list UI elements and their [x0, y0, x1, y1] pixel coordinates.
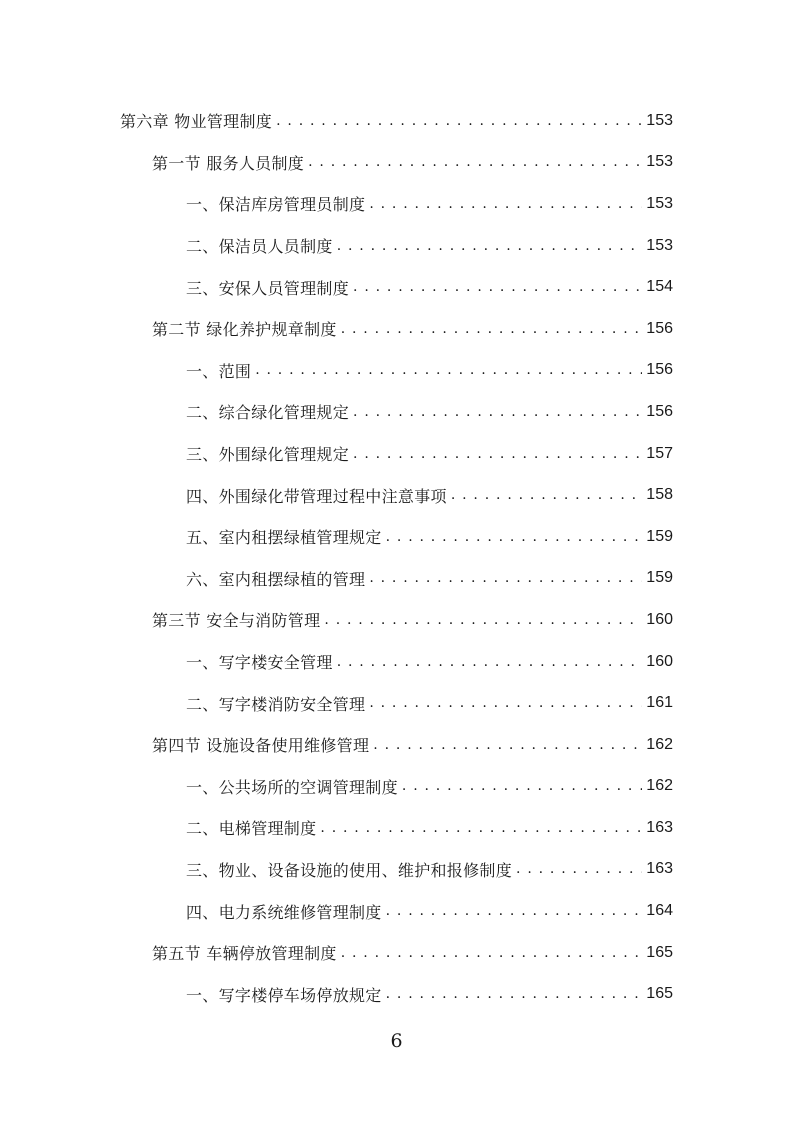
toc-section-entry[interactable]: [0, 308, 793, 350]
toc-entry-title: 第六章 物业管理制度: [120, 112, 273, 132]
toc-section-entry[interactable]: [0, 142, 793, 184]
toc-entry-line: [186, 650, 673, 673]
toc-entry-title: 一、公共场所的空调管理制度: [186, 777, 398, 797]
toc-entry-line: [186, 858, 673, 881]
toc-entry-title: 二、保洁员人员制度: [186, 237, 333, 257]
dot-leader: [255, 360, 642, 380]
toc-entry-title: 六、室内租摆绿植的管理: [186, 569, 366, 589]
toc-entry-line: [186, 442, 673, 465]
toc-entry-title: 第三节 安全与消防管理: [152, 611, 321, 631]
toc-entry-page: 156: [646, 361, 673, 379]
dot-leader: [324, 610, 642, 630]
toc-entry-title: 五、室内租摆绿植管理规定: [186, 528, 382, 548]
dot-leader: [386, 901, 643, 921]
toc-subsection-entry[interactable]: [0, 266, 793, 308]
toc-section-entry[interactable]: [0, 932, 793, 974]
dot-leader: [276, 111, 642, 131]
dot-leader: [353, 402, 642, 422]
toc-entry-line: [152, 941, 673, 964]
toc-subsection-entry[interactable]: [0, 474, 793, 516]
dot-leader: [341, 943, 643, 963]
toc-entry-page: 163: [646, 860, 673, 878]
toc-entry-title: 四、电力系统维修管理制度: [186, 902, 382, 922]
dot-leader: [369, 194, 642, 214]
toc-entry-title: 二、电梯管理制度: [186, 819, 317, 839]
toc-entry-line: [152, 317, 673, 340]
toc-entry-page: 156: [646, 402, 673, 420]
toc-entry-title: 四、外围绿化带管理过程中注意事项: [186, 486, 447, 506]
toc-entry-page: 153: [646, 153, 673, 171]
toc-subsection-entry[interactable]: [0, 682, 793, 724]
toc-entry-line: [186, 276, 673, 299]
toc-entry-title: 三、物业、设备设施的使用、维护和报修制度: [186, 860, 513, 880]
toc-entry-title: 第四节 设施设备使用维修管理: [152, 736, 370, 756]
toc-entry-title: 第二节 绿化养护规章制度: [152, 320, 337, 340]
toc-subsection-entry[interactable]: [0, 973, 793, 1015]
dot-leader: [451, 485, 642, 505]
dot-leader: [369, 693, 642, 713]
table-of-contents: [0, 100, 793, 1015]
toc-entry-line: [186, 900, 673, 923]
toc-entry-page: 163: [646, 818, 673, 836]
toc-entry-line: [186, 400, 673, 423]
toc-entry-page: 162: [646, 735, 673, 753]
dot-leader: [308, 152, 642, 172]
toc-entry-page: 154: [646, 278, 673, 296]
toc-entry-title: 二、写字楼消防安全管理: [186, 694, 366, 714]
dot-leader: [341, 319, 643, 339]
toc-chapter-entry[interactable]: [0, 100, 793, 142]
toc-subsection-entry[interactable]: [0, 766, 793, 808]
toc-entry-title: 一、写字楼安全管理: [186, 653, 333, 673]
dot-leader: [353, 277, 642, 297]
toc-entry-page: 162: [646, 777, 673, 795]
toc-entry-page: 165: [646, 985, 673, 1003]
toc-subsection-entry[interactable]: [0, 558, 793, 600]
toc-entry-line: [186, 983, 673, 1006]
toc-entry-page: 161: [646, 694, 673, 712]
toc-entry-line: [186, 567, 673, 590]
toc-entry-page: 153: [646, 236, 673, 254]
toc-entry-line: [186, 816, 673, 839]
toc-entry-line: [152, 151, 673, 174]
dot-leader: [337, 236, 643, 256]
toc-entry-line: [152, 733, 673, 756]
toc-entry-title: 第五节 车辆停放管理制度: [152, 944, 337, 964]
toc-entry-page: 164: [646, 902, 673, 920]
dot-leader: [373, 735, 642, 755]
toc-entry-line: [186, 692, 673, 715]
toc-entry-line: [186, 192, 673, 215]
toc-entry-page: 159: [646, 569, 673, 587]
toc-entry-page: 156: [646, 319, 673, 337]
toc-subsection-entry[interactable]: [0, 849, 793, 891]
page-number: 6: [390, 1030, 403, 1052]
dot-leader: [386, 984, 643, 1004]
toc-subsection-entry[interactable]: [0, 225, 793, 267]
toc-entry-title: 三、安保人员管理制度: [186, 278, 350, 298]
toc-entry-line: [186, 234, 673, 257]
toc-subsection-entry[interactable]: [0, 350, 793, 392]
toc-section-entry[interactable]: [0, 599, 793, 641]
toc-subsection-entry[interactable]: [0, 807, 793, 849]
dot-leader: [402, 776, 642, 796]
toc-entry-title: 第一节 服务人员制度: [152, 153, 305, 173]
dot-leader: [369, 568, 642, 588]
toc-subsection-entry[interactable]: [0, 641, 793, 683]
toc-entry-line: [152, 608, 673, 631]
toc-entry-page: 158: [646, 486, 673, 504]
toc-entry-title: 一、范围: [186, 361, 252, 381]
toc-subsection-entry[interactable]: [0, 433, 793, 475]
toc-entry-page: 153: [646, 194, 673, 212]
toc-entry-line: [186, 525, 673, 548]
toc-entry-title: 一、保洁库房管理员制度: [186, 195, 366, 215]
toc-entry-page: 160: [646, 610, 673, 628]
toc-subsection-entry[interactable]: [0, 890, 793, 932]
toc-entry-line: [186, 359, 673, 382]
toc-subsection-entry[interactable]: [0, 516, 793, 558]
dot-leader: [320, 818, 642, 838]
toc-subsection-entry[interactable]: [0, 391, 793, 433]
toc-entry-page: 160: [646, 652, 673, 670]
dot-leader: [386, 527, 643, 547]
toc-entry-page: 159: [646, 527, 673, 545]
toc-entry-page: 153: [646, 111, 673, 129]
dot-leader: [337, 652, 643, 672]
dot-leader: [516, 859, 642, 879]
toc-entry-line: [186, 775, 673, 798]
toc-section-entry[interactable]: [0, 724, 793, 766]
toc-entry-line: [120, 109, 673, 132]
toc-entry-line: [186, 484, 673, 507]
toc-entry-title: 一、写字楼停车场停放规定: [186, 985, 382, 1005]
toc-entry-page: 157: [646, 444, 673, 462]
toc-entry-title: 二、综合绿化管理规定: [186, 403, 350, 423]
toc-subsection-entry[interactable]: [0, 183, 793, 225]
toc-entry-title: 三、外围绿化管理规定: [186, 445, 350, 465]
toc-entry-page: 165: [646, 943, 673, 961]
dot-leader: [353, 444, 642, 464]
